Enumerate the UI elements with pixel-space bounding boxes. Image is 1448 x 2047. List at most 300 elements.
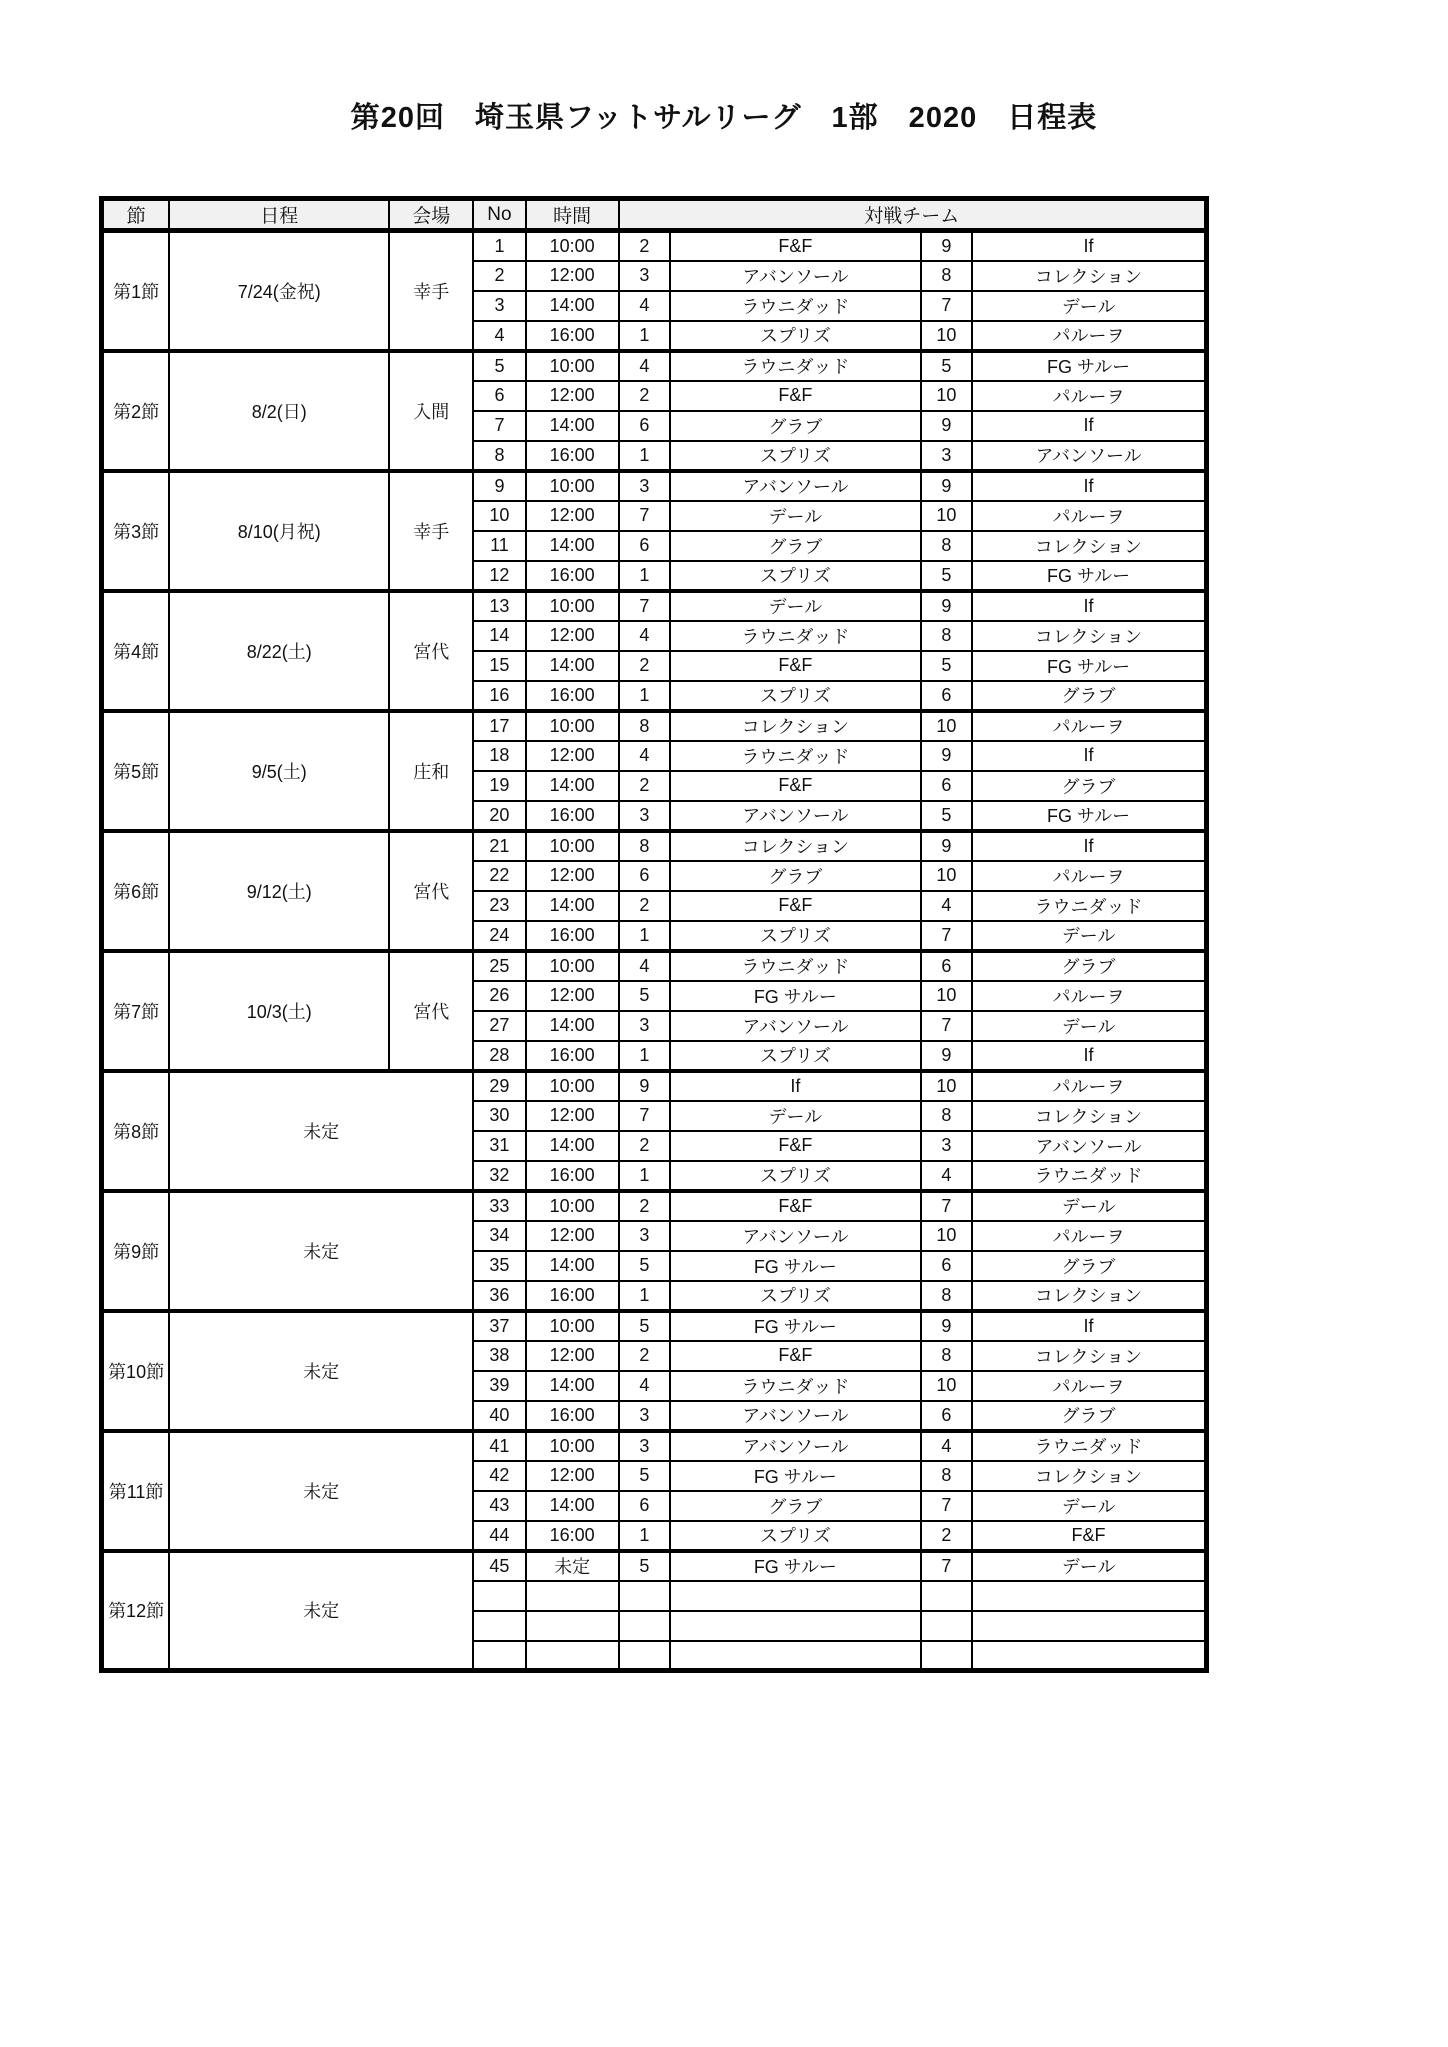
cell-match-no: 22 bbox=[473, 861, 526, 891]
cell-team2-number: 6 bbox=[921, 1251, 973, 1281]
cell-match-no: 37 bbox=[473, 1311, 526, 1341]
cell-team2-number: 10 bbox=[921, 381, 973, 411]
cell-team2-number: 4 bbox=[921, 891, 973, 921]
cell-match-no: 34 bbox=[473, 1221, 526, 1251]
cell-match-time: 10:00 bbox=[526, 1431, 619, 1461]
cell-team2-name bbox=[972, 1611, 1206, 1641]
cell-match-no: 9 bbox=[473, 471, 526, 501]
cell-team2-name: If bbox=[972, 471, 1206, 501]
cell-team2-number: 5 bbox=[921, 651, 973, 681]
cell-match-time: 16:00 bbox=[526, 1041, 619, 1071]
match-row bbox=[102, 471, 1207, 501]
cell-team2-number: 7 bbox=[921, 921, 973, 951]
cell-team1-number: 1 bbox=[619, 1161, 671, 1191]
cell-team2-number: 6 bbox=[921, 1401, 973, 1431]
cell-team1-number: 4 bbox=[619, 951, 671, 981]
cell-team2-number: 9 bbox=[921, 591, 973, 621]
cell-team1-number: 2 bbox=[619, 381, 671, 411]
cell-match-no: 5 bbox=[473, 351, 526, 381]
cell-match-no: 19 bbox=[473, 771, 526, 801]
cell-team1-name: F&F bbox=[670, 891, 920, 921]
cell-match-time: 16:00 bbox=[526, 1281, 619, 1311]
cell-team2-name: If bbox=[972, 591, 1206, 621]
cell-team1-number: 1 bbox=[619, 1281, 671, 1311]
cell-team2-number: 9 bbox=[921, 831, 973, 861]
cell-team1-number: 2 bbox=[619, 771, 671, 801]
cell-team1-number: 3 bbox=[619, 1011, 671, 1041]
match-row bbox=[102, 591, 1207, 621]
cell-match-no: 6 bbox=[473, 381, 526, 411]
section-label-cell: 第11節 bbox=[102, 1431, 170, 1551]
cell-team1-name: FG サルー bbox=[670, 1311, 920, 1341]
cell-match-no bbox=[473, 1611, 526, 1641]
cell-team1-name: スプリズ bbox=[670, 1161, 920, 1191]
cell-team2-number: 10 bbox=[921, 321, 973, 351]
cell-team1-number: 9 bbox=[619, 1071, 671, 1101]
match-row bbox=[102, 1071, 1207, 1101]
match-row bbox=[102, 1311, 1207, 1341]
cell-team2-name: デール bbox=[972, 921, 1206, 951]
cell-team1-number: 3 bbox=[619, 471, 671, 501]
cell-team2-name: FG サルー bbox=[972, 561, 1206, 591]
section-venue-cell: 幸手 bbox=[389, 471, 473, 591]
section-label-cell: 第1節 bbox=[102, 231, 170, 351]
cell-team2-number: 10 bbox=[921, 501, 973, 531]
cell-team2-number: 5 bbox=[921, 561, 973, 591]
cell-team2-name: If bbox=[972, 411, 1206, 441]
cell-team2-number: 10 bbox=[921, 1221, 973, 1251]
cell-team2-number: 9 bbox=[921, 1311, 973, 1341]
cell-match-time: 12:00 bbox=[526, 1461, 619, 1491]
cell-match-time: 10:00 bbox=[526, 471, 619, 501]
cell-match-time: 16:00 bbox=[526, 921, 619, 951]
cell-team2-name bbox=[972, 1641, 1206, 1671]
cell-team1-number: 5 bbox=[619, 1251, 671, 1281]
cell-match-no: 21 bbox=[473, 831, 526, 861]
header-no: No bbox=[473, 199, 526, 231]
cell-team1-name: FG サルー bbox=[670, 981, 920, 1011]
header-taisen-team: 対戦チーム bbox=[619, 199, 1207, 231]
cell-team1-name: If bbox=[670, 1071, 920, 1101]
cell-match-no: 1 bbox=[473, 231, 526, 261]
section-date-cell: 8/10(月祝) bbox=[169, 471, 389, 591]
cell-match-no: 44 bbox=[473, 1521, 526, 1551]
section-venue-cell: 幸手 bbox=[389, 231, 473, 351]
section-date-cell: 8/22(土) bbox=[169, 591, 389, 711]
cell-team2-number: 7 bbox=[921, 1491, 973, 1521]
cell-team1-name: アバンソール bbox=[670, 1401, 920, 1431]
cell-team1-number: 1 bbox=[619, 1041, 671, 1071]
cell-match-no: 33 bbox=[473, 1191, 526, 1221]
cell-match-no: 40 bbox=[473, 1401, 526, 1431]
match-row bbox=[102, 711, 1207, 741]
section-date-cell: 7/24(金祝) bbox=[169, 231, 389, 351]
cell-team2-name: グラブ bbox=[972, 681, 1206, 711]
cell-team1-name: F&F bbox=[670, 1191, 920, 1221]
cell-team2-name: FG サルー bbox=[972, 651, 1206, 681]
cell-match-time: 12:00 bbox=[526, 381, 619, 411]
cell-match-time: 10:00 bbox=[526, 351, 619, 381]
cell-team1-number: 5 bbox=[619, 1551, 671, 1581]
cell-team1-name: スプリズ bbox=[670, 921, 920, 951]
cell-match-time: 10:00 bbox=[526, 711, 619, 741]
cell-team2-number: 7 bbox=[921, 1191, 973, 1221]
cell-match-no: 14 bbox=[473, 621, 526, 651]
cell-team1-number: 3 bbox=[619, 261, 671, 291]
cell-match-time: 16:00 bbox=[526, 1521, 619, 1551]
section-venue-cell: 入間 bbox=[389, 351, 473, 471]
cell-match-time: 14:00 bbox=[526, 1491, 619, 1521]
cell-team2-number: 8 bbox=[921, 1461, 973, 1491]
cell-team2-number: 4 bbox=[921, 1161, 973, 1191]
cell-match-time: 未定 bbox=[526, 1551, 619, 1581]
cell-team2-number: 8 bbox=[921, 261, 973, 291]
cell-team2-number: 6 bbox=[921, 951, 973, 981]
section-venue-cell: 宮代 bbox=[389, 951, 473, 1071]
cell-team2-number: 8 bbox=[921, 531, 973, 561]
cell-match-no: 10 bbox=[473, 501, 526, 531]
cell-match-time: 10:00 bbox=[526, 951, 619, 981]
cell-match-no: 2 bbox=[473, 261, 526, 291]
section-date-cell: 未定 bbox=[169, 1311, 473, 1431]
cell-team1-number: 2 bbox=[619, 1191, 671, 1221]
header-jikan: 時間 bbox=[526, 199, 619, 231]
cell-team2-name: デール bbox=[972, 1551, 1206, 1581]
cell-team1-number: 6 bbox=[619, 531, 671, 561]
cell-team1-name: F&F bbox=[670, 651, 920, 681]
cell-match-time: 12:00 bbox=[526, 741, 619, 771]
cell-team1-number: 2 bbox=[619, 231, 671, 261]
cell-team1-name: FG サルー bbox=[670, 1461, 920, 1491]
cell-match-time: 12:00 bbox=[526, 981, 619, 1011]
cell-team1-number: 1 bbox=[619, 921, 671, 951]
cell-team1-number bbox=[619, 1641, 671, 1671]
cell-match-time bbox=[526, 1581, 619, 1611]
cell-team1-number: 1 bbox=[619, 1521, 671, 1551]
cell-match-no: 29 bbox=[473, 1071, 526, 1101]
cell-match-no: 15 bbox=[473, 651, 526, 681]
cell-team1-name: グラブ bbox=[670, 411, 920, 441]
cell-team1-name: F&F bbox=[670, 771, 920, 801]
section-date-cell: 10/3(土) bbox=[169, 951, 389, 1071]
cell-match-time: 10:00 bbox=[526, 231, 619, 261]
section-label-cell: 第9節 bbox=[102, 1191, 170, 1311]
cell-team2-number: 6 bbox=[921, 681, 973, 711]
cell-team2-number: 7 bbox=[921, 1551, 973, 1581]
cell-team2-name: グラブ bbox=[972, 1251, 1206, 1281]
cell-team1-name: FG サルー bbox=[670, 1551, 920, 1581]
cell-team2-name: パルーヲ bbox=[972, 981, 1206, 1011]
cell-team2-name: F&F bbox=[972, 1521, 1206, 1551]
cell-match-time: 16:00 bbox=[526, 1401, 619, 1431]
cell-team1-number: 1 bbox=[619, 441, 671, 471]
cell-match-time: 12:00 bbox=[526, 501, 619, 531]
cell-match-no: 41 bbox=[473, 1431, 526, 1461]
cell-team1-name: アバンソール bbox=[670, 1431, 920, 1461]
section-date-cell: 8/2(日) bbox=[169, 351, 389, 471]
cell-team2-number: 10 bbox=[921, 981, 973, 1011]
cell-team1-number: 1 bbox=[619, 321, 671, 351]
cell-team1-name: スプリズ bbox=[670, 321, 920, 351]
cell-team1-number: 2 bbox=[619, 1131, 671, 1161]
cell-match-no: 43 bbox=[473, 1491, 526, 1521]
cell-match-time: 10:00 bbox=[526, 1191, 619, 1221]
cell-team2-number bbox=[921, 1641, 973, 1671]
cell-match-time: 10:00 bbox=[526, 591, 619, 621]
cell-match-no: 13 bbox=[473, 591, 526, 621]
cell-team2-name: グラブ bbox=[972, 771, 1206, 801]
cell-match-time: 16:00 bbox=[526, 561, 619, 591]
cell-team2-name: パルーヲ bbox=[972, 861, 1206, 891]
cell-match-no: 8 bbox=[473, 441, 526, 471]
cell-team2-name: FG サルー bbox=[972, 801, 1206, 831]
cell-team2-number bbox=[921, 1581, 973, 1611]
cell-team2-number: 9 bbox=[921, 1041, 973, 1071]
cell-team1-number: 1 bbox=[619, 681, 671, 711]
cell-team1-number: 7 bbox=[619, 591, 671, 621]
cell-team2-number: 8 bbox=[921, 1281, 973, 1311]
cell-match-no: 27 bbox=[473, 1011, 526, 1041]
cell-team2-name: ラウニダッド bbox=[972, 891, 1206, 921]
section-venue-cell: 宮代 bbox=[389, 591, 473, 711]
cell-team1-number: 7 bbox=[619, 501, 671, 531]
cell-team1-number: 2 bbox=[619, 651, 671, 681]
cell-match-no: 12 bbox=[473, 561, 526, 591]
cell-team2-name bbox=[972, 1581, 1206, 1611]
cell-match-time: 10:00 bbox=[526, 831, 619, 861]
cell-match-time: 16:00 bbox=[526, 681, 619, 711]
cell-team2-number: 6 bbox=[921, 771, 973, 801]
cell-team1-name: デール bbox=[670, 501, 920, 531]
cell-team1-number: 4 bbox=[619, 291, 671, 321]
cell-match-no: 36 bbox=[473, 1281, 526, 1311]
cell-team1-name: ラウニダッド bbox=[670, 951, 920, 981]
cell-match-time: 14:00 bbox=[526, 1131, 619, 1161]
cell-team2-name: コレクション bbox=[972, 1341, 1206, 1371]
cell-match-no: 16 bbox=[473, 681, 526, 711]
cell-team2-name: アバンソール bbox=[972, 441, 1206, 471]
cell-team1-number: 2 bbox=[619, 891, 671, 921]
cell-team1-number: 8 bbox=[619, 831, 671, 861]
section-label-cell: 第4節 bbox=[102, 591, 170, 711]
section-label-cell: 第5節 bbox=[102, 711, 170, 831]
cell-team1-number: 6 bbox=[619, 411, 671, 441]
cell-team1-number: 6 bbox=[619, 861, 671, 891]
cell-team2-name: コレクション bbox=[972, 1281, 1206, 1311]
cell-team2-number: 9 bbox=[921, 741, 973, 771]
cell-team2-number: 8 bbox=[921, 621, 973, 651]
cell-team1-number bbox=[619, 1611, 671, 1641]
cell-team2-number: 8 bbox=[921, 1101, 973, 1131]
cell-team2-name: ラウニダッド bbox=[972, 1161, 1206, 1191]
cell-team2-name: コレクション bbox=[972, 1101, 1206, 1131]
cell-team1-number: 6 bbox=[619, 1491, 671, 1521]
cell-match-no: 28 bbox=[473, 1041, 526, 1071]
cell-team1-name: コレクション bbox=[670, 711, 920, 741]
cell-match-no: 17 bbox=[473, 711, 526, 741]
cell-match-no: 18 bbox=[473, 741, 526, 771]
match-row bbox=[102, 831, 1207, 861]
cell-team1-number: 2 bbox=[619, 1341, 671, 1371]
cell-team2-number: 3 bbox=[921, 1131, 973, 1161]
cell-team2-name: コレクション bbox=[972, 531, 1206, 561]
cell-team1-number: 3 bbox=[619, 1221, 671, 1251]
cell-team1-name: アバンソール bbox=[670, 471, 920, 501]
cell-team1-name: ラウニダッド bbox=[670, 291, 920, 321]
cell-team2-number bbox=[921, 1611, 973, 1641]
cell-team1-number bbox=[619, 1581, 671, 1611]
cell-team1-number: 4 bbox=[619, 621, 671, 651]
cell-match-time: 12:00 bbox=[526, 261, 619, 291]
cell-team1-name bbox=[670, 1581, 920, 1611]
cell-match-no: 25 bbox=[473, 951, 526, 981]
cell-match-time: 14:00 bbox=[526, 291, 619, 321]
cell-match-no: 42 bbox=[473, 1461, 526, 1491]
cell-team2-name: パルーヲ bbox=[972, 381, 1206, 411]
cell-team2-number: 9 bbox=[921, 471, 973, 501]
cell-team2-name: パルーヲ bbox=[972, 321, 1206, 351]
cell-team1-name: グラブ bbox=[670, 531, 920, 561]
cell-team1-number: 4 bbox=[619, 741, 671, 771]
header-kaijo: 会場 bbox=[389, 199, 473, 231]
cell-team2-name: パルーヲ bbox=[972, 1221, 1206, 1251]
section-label-cell: 第10節 bbox=[102, 1311, 170, 1431]
cell-match-time: 14:00 bbox=[526, 651, 619, 681]
section-date-cell: 未定 bbox=[169, 1551, 473, 1671]
cell-team2-name: If bbox=[972, 1041, 1206, 1071]
cell-team1-name: デール bbox=[670, 1101, 920, 1131]
cell-match-no: 23 bbox=[473, 891, 526, 921]
cell-team1-name: グラブ bbox=[670, 1491, 920, 1521]
match-row bbox=[102, 1191, 1207, 1221]
cell-match-no: 26 bbox=[473, 981, 526, 1011]
cell-team2-name: If bbox=[972, 741, 1206, 771]
cell-team1-number: 4 bbox=[619, 351, 671, 381]
cell-team1-name: スプリズ bbox=[670, 561, 920, 591]
section-date-cell: 9/5(土) bbox=[169, 711, 389, 831]
section-date-cell: 未定 bbox=[169, 1191, 473, 1311]
cell-team2-number: 9 bbox=[921, 231, 973, 261]
cell-team2-name: If bbox=[972, 1311, 1206, 1341]
cell-match-time: 14:00 bbox=[526, 531, 619, 561]
cell-team2-name: ラウニダッド bbox=[972, 1431, 1206, 1461]
cell-team2-number: 2 bbox=[921, 1521, 973, 1551]
cell-team2-name: FG サルー bbox=[972, 351, 1206, 381]
cell-team2-name: グラブ bbox=[972, 1401, 1206, 1431]
cell-team2-number: 7 bbox=[921, 1011, 973, 1041]
cell-team2-name: パルーヲ bbox=[972, 501, 1206, 531]
cell-match-time: 14:00 bbox=[526, 771, 619, 801]
match-row bbox=[102, 1431, 1207, 1461]
cell-team1-number: 7 bbox=[619, 1101, 671, 1131]
cell-match-no bbox=[473, 1581, 526, 1611]
cell-match-time: 14:00 bbox=[526, 411, 619, 441]
cell-team2-name: アバンソール bbox=[972, 1131, 1206, 1161]
cell-team1-name: アバンソール bbox=[670, 1011, 920, 1041]
cell-team1-number: 4 bbox=[619, 1371, 671, 1401]
cell-match-time: 16:00 bbox=[526, 1161, 619, 1191]
cell-team1-name: スプリズ bbox=[670, 681, 920, 711]
cell-match-no: 11 bbox=[473, 531, 526, 561]
cell-team2-number: 5 bbox=[921, 801, 973, 831]
section-label-cell: 第3節 bbox=[102, 471, 170, 591]
cell-team2-number: 3 bbox=[921, 441, 973, 471]
match-row bbox=[102, 351, 1207, 381]
section-label-cell: 第6節 bbox=[102, 831, 170, 951]
cell-team1-name: アバンソール bbox=[670, 801, 920, 831]
cell-team1-name: ラウニダッド bbox=[670, 741, 920, 771]
cell-match-time bbox=[526, 1611, 619, 1641]
cell-team2-number: 8 bbox=[921, 1341, 973, 1371]
cell-team2-number: 10 bbox=[921, 711, 973, 741]
cell-team1-name: FG サルー bbox=[670, 1251, 920, 1281]
cell-team1-name: F&F bbox=[670, 231, 920, 261]
cell-match-no: 4 bbox=[473, 321, 526, 351]
cell-match-no: 39 bbox=[473, 1371, 526, 1401]
section-label-cell: 第7節 bbox=[102, 951, 170, 1071]
cell-team2-name: コレクション bbox=[972, 1461, 1206, 1491]
cell-team1-number: 3 bbox=[619, 1431, 671, 1461]
cell-team2-number: 5 bbox=[921, 351, 973, 381]
cell-team1-name: グラブ bbox=[670, 861, 920, 891]
schedule-body bbox=[102, 231, 1207, 1671]
cell-team1-name: スプリズ bbox=[670, 1521, 920, 1551]
cell-match-no: 24 bbox=[473, 921, 526, 951]
cell-match-time: 12:00 bbox=[526, 1101, 619, 1131]
cell-team1-name: ラウニダッド bbox=[670, 1371, 920, 1401]
cell-team1-number: 3 bbox=[619, 1401, 671, 1431]
cell-team1-name bbox=[670, 1611, 920, 1641]
match-row bbox=[102, 231, 1207, 261]
section-date-cell: 9/12(土) bbox=[169, 831, 389, 951]
cell-team1-name: アバンソール bbox=[670, 1221, 920, 1251]
cell-team2-name: パルーヲ bbox=[972, 1071, 1206, 1101]
cell-team2-name: パルーヲ bbox=[972, 711, 1206, 741]
match-row bbox=[102, 1551, 1207, 1581]
cell-team1-name: F&F bbox=[670, 1131, 920, 1161]
header-setsu: 節 bbox=[102, 199, 170, 231]
cell-match-no: 7 bbox=[473, 411, 526, 441]
page-title: 第20回 埼玉県フットサルリーグ 1部 2020 日程表 bbox=[350, 102, 1098, 134]
cell-match-time: 12:00 bbox=[526, 1341, 619, 1371]
cell-team1-name: スプリズ bbox=[670, 1041, 920, 1071]
cell-match-time: 16:00 bbox=[526, 321, 619, 351]
section-date-cell: 未定 bbox=[169, 1071, 473, 1191]
cell-match-time: 10:00 bbox=[526, 1311, 619, 1341]
cell-team1-name: F&F bbox=[670, 1341, 920, 1371]
section-label-cell: 第2節 bbox=[102, 351, 170, 471]
cell-match-time bbox=[526, 1641, 619, 1671]
cell-team2-name: デール bbox=[972, 1191, 1206, 1221]
cell-match-no: 30 bbox=[473, 1101, 526, 1131]
cell-team2-name: デール bbox=[972, 1491, 1206, 1521]
cell-match-no: 3 bbox=[473, 291, 526, 321]
cell-team2-name: If bbox=[972, 831, 1206, 861]
cell-match-time: 12:00 bbox=[526, 861, 619, 891]
cell-team2-number: 10 bbox=[921, 1371, 973, 1401]
section-label-cell: 第12節 bbox=[102, 1551, 170, 1671]
cell-team1-name: スプリズ bbox=[670, 441, 920, 471]
cell-team1-name: F&F bbox=[670, 381, 920, 411]
cell-team1-number: 8 bbox=[619, 711, 671, 741]
cell-match-time: 14:00 bbox=[526, 1371, 619, 1401]
cell-team2-name: コレクション bbox=[972, 261, 1206, 291]
cell-match-no: 38 bbox=[473, 1341, 526, 1371]
cell-team2-name: コレクション bbox=[972, 621, 1206, 651]
cell-team1-number: 1 bbox=[619, 561, 671, 591]
cell-team2-number: 9 bbox=[921, 411, 973, 441]
cell-match-no: 31 bbox=[473, 1131, 526, 1161]
